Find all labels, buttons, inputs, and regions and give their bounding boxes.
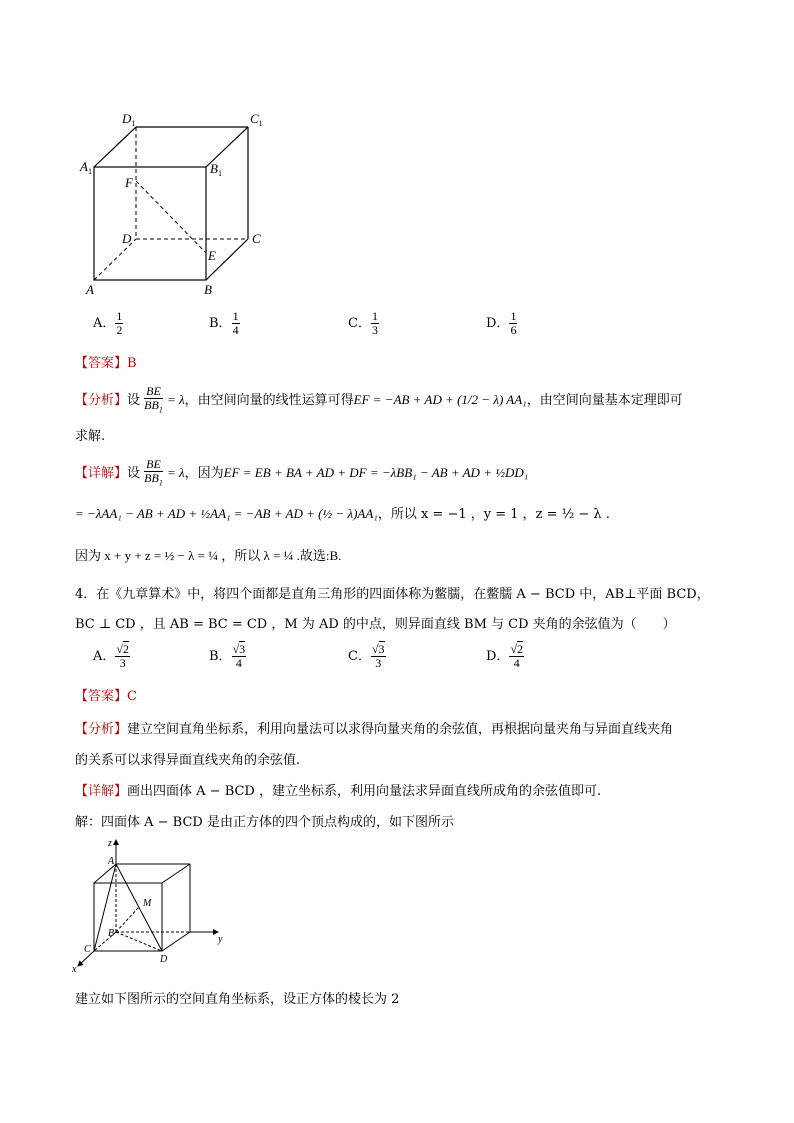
fraction: $\frac{1}{3}$	[371, 309, 378, 337]
label-B: B	[108, 928, 115, 939]
q3-option-d[interactable]: D． $\frac{1}{6}$	[486, 309, 517, 337]
q3-option-a[interactable]: A． $\frac{1}{2}$	[93, 309, 123, 337]
analysis-formula: EF = −AB + AD + (1/2 − λ) AA₁	[353, 392, 527, 408]
label-E: E	[208, 248, 216, 263]
label-M: M	[143, 898, 152, 909]
q3-detail-line1: 【详解】设 $\frac{BE}{BB_1}$ = λ，因为EF = EB + BA + AD + DF = −λBB₁ − AB + AD + ½DD₁	[75, 457, 529, 488]
q4-stem-line1: 4．在《九章算术》中，将四个面都是直角三角形的四面体称为鳖臑，在鳖臑 A − BCD 中，AB⊥平面 BCD，	[75, 587, 710, 602]
q3-analysis-line1: 【分析】设 $\frac{BE}{BB_1}$ = λ，由空间向量的线性运算可得EF = −AB + AD + (1/2 − λ) AA₁，由空间向量基本定理即可	[75, 384, 683, 415]
label-A: A	[108, 856, 115, 867]
tetrahedron-figure	[68, 836, 228, 976]
q3-analysis-line2: 求解.	[75, 429, 106, 444]
detail-formula-2: = −λAA₁ − AB + AD + ½AA₁ = −AB + AD + (½ − λ)AA₁	[75, 506, 378, 521]
label-B: B	[204, 282, 212, 297]
label-C: C	[252, 231, 261, 246]
axis-label-z: z	[108, 838, 112, 849]
q4-option-c[interactable]: C． $\frac{√3}{3}$	[348, 642, 385, 670]
q4-option-a[interactable]: A． $\frac{√2}{3}$	[93, 642, 129, 670]
label-D: D	[160, 954, 168, 965]
label-B1: $B_1$	[210, 161, 222, 178]
detail-formula-1: EF = EB + BA + AD + DF = −λBB₁ − AB + AD + ½DD₁	[223, 465, 529, 481]
cube-figure-1	[70, 105, 280, 300]
label-A: A	[86, 282, 94, 297]
label-C1: $C_1$	[250, 111, 263, 128]
fraction: $\frac{1}{2}$	[116, 309, 123, 337]
fraction: $\frac{1}{6}$	[510, 309, 517, 337]
q4-detail-line1: 【详解】画出四面体 A − BCD ，建立坐标系，利用向量法求异面直线所成角的余弦值即可.	[75, 784, 602, 799]
q3-option-b[interactable]: B． $\frac{1}{4}$	[209, 309, 239, 337]
q3-answer	[75, 352, 137, 371]
q4-final-line: 建立如下图所示的空间直角坐标系，设正方体的棱长为 2	[75, 992, 400, 1007]
q4-answer: 【答案】C	[75, 689, 137, 704]
q4-solution-line: 解：四面体 A − BCD 是由正方体的四个顶点构成的，如下图所示	[75, 815, 454, 830]
q3-option-c[interactable]: C． $\frac{1}{3}$	[348, 309, 378, 337]
label-C: C	[84, 944, 91, 955]
q3-detail-line3: 因为 x + y + z = ½ − λ = ¼ ，所以 λ = ¼ .故选:B.	[75, 548, 342, 563]
axis-label-x: x	[72, 964, 77, 975]
q4-option-d[interactable]: D． $\frac{√2}{4}$	[486, 642, 524, 670]
label-F: F	[125, 175, 133, 190]
q3-detail-line2: = −λAA₁ − AB + AD + ½AA₁ = −AB + AD + (½ − λ)AA₁，所以 x = −1 ，y = 1 ，z = ½ − λ .	[75, 506, 610, 522]
q4-stem-line2: BC ⊥ CD ，且 AB = BC = CD ，M 为 AD 的中点，则异面直线 BM 与 CD 夹角的余弦值为（ ）	[75, 617, 676, 632]
label-A1: $A_1$	[80, 159, 92, 176]
answer-tag: 【答案】	[75, 356, 128, 371]
fraction: $\frac{1}{4}$	[232, 309, 239, 337]
q4-option-b[interactable]: B． $\frac{√3}{4}$	[209, 642, 246, 670]
q4-analysis-line1: 【分析】建立空间直角坐标系，利用向量法可以求得向量夹角的余弦值，再根据向量夹角与异面直线夹角	[75, 722, 674, 737]
q4-analysis-line2: 的关系可以求得异面直线夹角的余弦值.	[75, 753, 301, 768]
label-D: D	[122, 231, 132, 246]
label-D1: $D_1$	[122, 111, 136, 128]
answer-value: B	[127, 356, 137, 371]
axis-label-y: y	[218, 934, 223, 945]
